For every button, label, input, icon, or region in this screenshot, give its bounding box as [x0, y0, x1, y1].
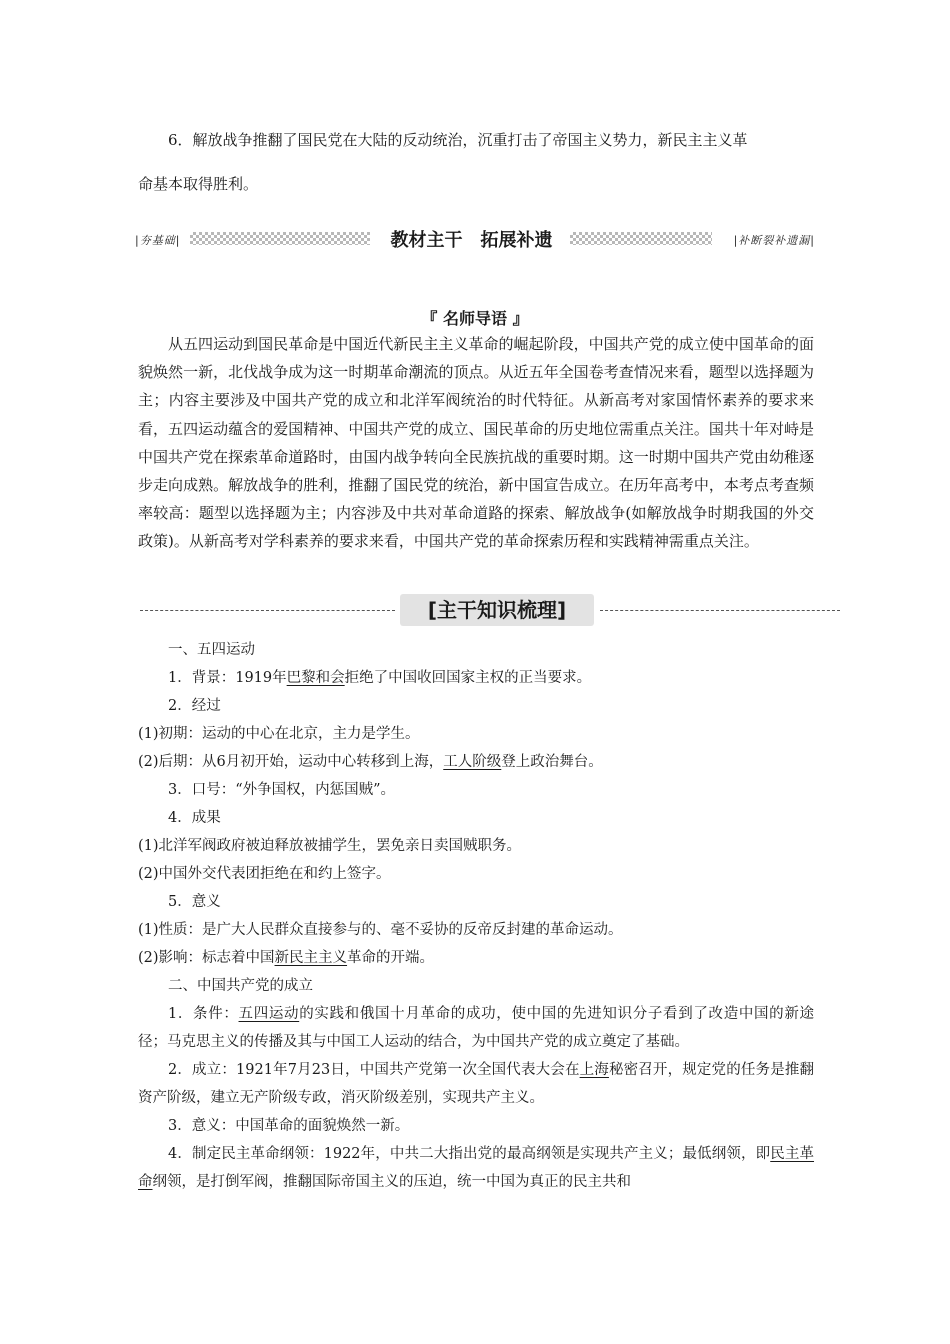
banner-title: 教材主干 拓展补遗	[390, 230, 553, 251]
underlined-term: 巴黎和会	[286, 670, 345, 686]
banner-left-tag: |夯基础|	[135, 234, 181, 247]
top-paragraph-line-1: 6．解放战争推翻了国民党在大陆的反动统治，沉重打击了帝国主义势力，新民主主义革	[168, 131, 748, 149]
underlined-term: 五四运动	[238, 1006, 300, 1022]
underlined-term: 上海	[579, 1062, 609, 1078]
text: 的实践和俄国十月革命的成功，使中国的先进知识分子看到了改造中国的新途径；马克思主义的传播及其与中国工人运动的结合，为中国共产党的成立奠定了基础。	[138, 1006, 815, 1050]
item-meaning: 5．意义	[168, 894, 221, 910]
item-slogan: 3．口号：“外争国权，内惩国贼”。	[168, 782, 396, 798]
section-banner	[135, 226, 815, 256]
item-process: 2．经过	[168, 698, 221, 714]
banner-checker-pattern-right	[570, 232, 712, 245]
top-paragraph-line-2: 命基本取得胜利。	[138, 175, 259, 193]
text: 4．制定民主革命纲领：1922年，中共二大指出党的最高纲领是实现共产主义；最低纲领，即	[168, 1146, 771, 1162]
underlined-term: 工人阶级	[443, 754, 502, 770]
heading-dash-left	[140, 610, 395, 611]
text: 纲领，是打倒军阀，推翻国际帝国主义的压迫，统一中国为真正的民主共和	[152, 1174, 631, 1190]
item-nature: (1)性质：是广大人民群众直接参与的、毫不妥协的反帝反封建的革命运动。	[138, 922, 623, 938]
text: 登上政治舞台。	[501, 754, 603, 770]
text: 革命的开端。	[347, 950, 435, 966]
item-late	[138, 748, 814, 776]
item-founding	[138, 1056, 814, 1112]
top-paragraph	[138, 118, 818, 206]
heading-may-fourth: 一、五四运动	[168, 642, 255, 658]
text: 秘密召开，规定党的任务是推翻资产阶级，建立无产阶级专政，消灭阶级差别，实现共产主义。	[138, 1062, 815, 1106]
text: 1．条件：	[168, 1006, 239, 1022]
knowledge-content	[138, 636, 814, 1196]
item-program	[138, 1140, 814, 1196]
text: (2)影响：标志着中国	[138, 950, 275, 966]
banner-checker-pattern-left	[190, 232, 370, 245]
item-result-1: (1)北洋军阀政府被迫释放被捕学生，罢免亲日卖国贼职务。	[138, 838, 522, 854]
heading-dash-right	[600, 610, 840, 611]
text: 1．背景：1919年	[168, 670, 287, 686]
item-impact	[138, 944, 814, 972]
guide-title: 『 名师导语 』	[421, 309, 529, 328]
underlined-term: 民主革命	[138, 1146, 815, 1190]
section-heading	[140, 594, 840, 630]
item-conditions	[138, 1000, 814, 1056]
text: (2)后期：从6月初开始，运动中心转移到上海，	[138, 754, 444, 770]
underlined-term: 新民主主义	[274, 950, 348, 966]
banner-right-tag: |补断裂补遗漏|	[733, 234, 815, 247]
item-result-2: (2)中国外交代表团拒绝在和约上签字。	[138, 866, 391, 882]
item-significance: 3．意义：中国革命的面貌焕然一新。	[168, 1118, 410, 1134]
item-result: 4．成果	[168, 810, 221, 826]
text: 拒绝了中国收回国家主权的正当要求。	[344, 670, 592, 686]
heading-ccp-founding: 二、中国共产党的成立	[168, 978, 313, 994]
item-early: (1)初期：运动的中心在北京，主力是学生。	[138, 726, 420, 742]
text: 2．成立：1921年7月23日，中国共产党第一次全国代表大会在	[168, 1062, 580, 1078]
section-heading-label: [主干知识梳理]	[400, 594, 594, 626]
guide-text: 从五四运动到国民革命是中国近代新民主主义革命的崛起阶段，中国共产党的成立使中国革命的面貌焕然一新，北伐战争成为这一时期革命潮流的顶点。从近五年全国卷考查情况来看，题型以选择题为主；内容主要涉及中国共产党的成立和北洋军阀统治的时代特征。从新高考对家国情怀素养的要求来看，五四运动蕴含的爱国精神、中国共产党的成立、国民革命的历史地位需重点关注。国共十年对峙是中国共产党在探索革命道路时，由国内战争转向全民族抗战的重要时期。这一时期中国共产党由幼稚逐步走向成熟。解放战争的胜利，推翻了国民党的统治，新中国宣告成立。在历年高考中，本考点考查频率较高：题型以选择题为主；内容涉及中共对革命道路的探索、解放战争(如解放战争时期我国的外交政策)。从新高考对学科素养的要求来看，中国共产党的革命探索历程和实践精神需重点关注。	[138, 335, 814, 551]
guide-paragraph	[138, 330, 814, 556]
item-background	[138, 664, 814, 692]
